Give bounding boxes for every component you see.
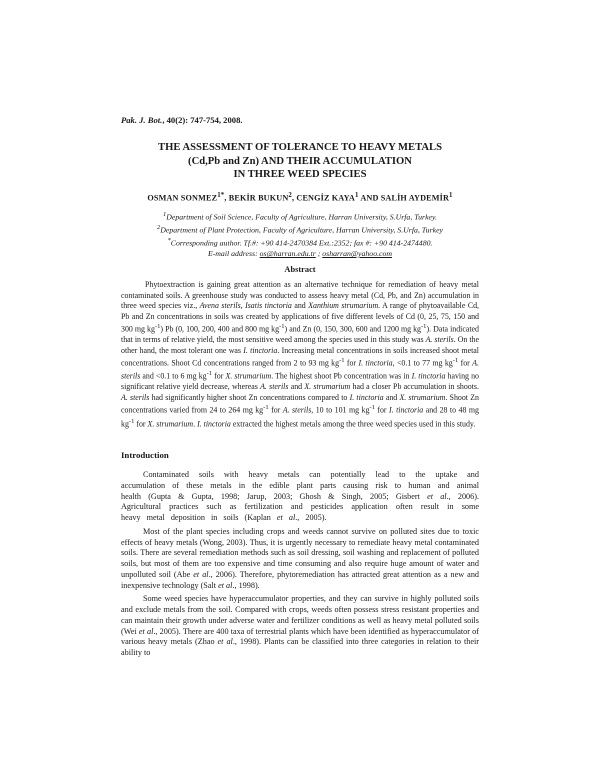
email-separator: ; [317,249,321,258]
introduction-body [121,470,479,662]
corresponding-author-line [100,236,500,249]
email-link[interactable]: osharran@yahoo.com [322,249,393,258]
author-affiliation-mark: 2 [288,192,292,199]
affiliation-line [100,210,500,223]
author-affiliation-mark: 1 [449,192,453,199]
author-affiliation-mark: 1* [217,192,225,199]
email-link[interactable]: os@harran.edu.tr [259,249,316,258]
journal-volume-pages: , 40(2): 747-754, 2008. [162,115,243,125]
journal-citation [121,115,243,125]
author-conjunction: AND [360,193,379,203]
abstract-paragraph: Phytoextraction is gaining great attention as an alternative technique for remediation of heavy metal contaminated soils. A greenhouse study was conducted to assess heavy metal (Cd, Pb, and Zn) accumulation in three weed species viz., Avena sterils, Isatis tinctoria and Xanthium strumarium. A range of phytoavailable Cd, Pb and Zn concentrations in soils was created by applications of five different levels of Cd (0, 25, 75, 150 and 300 mg $kg^{-1}$) Pb (0, 100, 200, 400 and 800 mg $kg^{-1}$) and Zn (0, 150, 300, 600 and 1200 mg $kg^{-1}$). Data indicated that in terms of relative yield, the most sensitive weed among the species used in this study was A. sterils. On the other hand, the most tolerant one was I. tinctoria. Increasing metal concentrations in soils increased shoot metal concentrations. Shoot Cd concentrations ranged from 2 to 93 mg $kg^{-1}$ for I. tinctoria, <0.1 to 77 mg $kg^{-1}$ for A. sterils and <0.1 to 6 mg $kg^{-1}$ for X. strumarium. The highest shoot Pb concentration was in I. tinctoria having no significant relative yield decrease, whereas A. sterils and X. strumarium had a closer Pb accumulation in shoots. A. sterils had significantly higher shoot Zn concentrations compared to I. tinctoria and X. strumarium. Shoot Zn concentrations varied from 24 to 264 mg $kg^{-1}$ for A. sterils, 10 to 101 mg $kg^{-1}$ for I. tinctoria and 28 to 48 mg $kg^{-1}$ for X. strumarium. I. tinctoria extracted the highest metals among the three weed species used in this study. [121,280,480,429]
title-line-3: IN THREE WEED SPECIES [233,169,367,181]
affiliation-text: Department of Soil Science, Faculty of Agriculture, Harran University, S.Urfa, Turkey. [166,212,437,222]
paper-title [100,141,500,182]
affiliation-mark: 2 [157,224,161,231]
corresponding-author-text: Corresponding author. Tf.#: +90 414-2470384 Ext.:2352; fax #: +90 414-2474480. [170,238,433,248]
affiliation-line [100,223,500,236]
author-list: OSMAN $SONMEZ^{1*}$, BEKİR BUKUN$^2$, CENGİZ KAYA$^1$ AND SALİH AYDEMİR$^1$ [147,192,453,203]
body-paragraph: Some weed species have hyperaccumulator properties, and they can survive in highly polluted soils and exclude metals from the soil. Compared with crops, weeds often possess stress resistant properties and can maintain their growth under adverse water and fertilizer conditions as well as heavy metal polluted soils (Wei et al., 2005). There are 400 taxa of terrestrial plants which have been identified as hyperaccumulator of various heavy metals (Zhao et al., 1998). Plants can be classified into three categories in relation to their ability to [121,594,480,657]
title-line-1: THE ASSESSMENT OF TOLERANCE TO HEAVY METALS [158,142,442,153]
author-name: OSMAN SONMEZ [147,193,218,203]
introduction-heading: Introduction [121,450,169,460]
abstract-heading: Abstract [284,265,316,274]
abstract-body [121,280,479,430]
body-paragraph: Most of the plant species including crops and weeds cannot survive on polluted sites due to toxic effects of heavy metals (Wong, 2003). Thus, it is urgently necessary to remediate heavy metal contaminated soils. There are several remediation methods such as soil dressing, soil washing and replacement of polluted soils, but most of them are too expensive and time consuming and also require huge amount of water and unpolluted soil (Abe et al., 2006). Therefore, phytoremediation has attracted great attention as a new and inexpensive technology (Salt et al., 1998). [121,526,480,590]
affiliation-text: Department of Plant Protection, Faculty of Agriculture, Harran University, S.Urfa, Turkey [160,225,443,235]
author-name: BEKİR BUKUN [228,193,289,203]
author-affiliation-mark: 1 [354,192,359,199]
affiliation-mark: * [167,237,171,244]
title-line-2: (Cd,Pb and Zn) AND THEIR ACCUMULATION [188,155,412,167]
journal-name: Pak. J. Bot. [121,115,163,125]
body-paragraph: Contaminated soils with heavy metals can potentially lead to the uptake and accumulation of these metals in the edible plant parts causing risk to human and animal health (Gupta & Gupta, 1998; Jarup, 2003; Ghosh & Singh, 2005; Gisbert et al., 2006). Agricultural practices such as fertilization and pesticides application often result in some heavy metal deposition in soils (Kaplan et al., 2005). [121,470,480,522]
email-label: E-mail address: [207,249,258,258]
author-name: SALİH AYDEMİR [380,193,450,203]
affiliations [100,210,500,259]
email-line [100,249,500,259]
affiliation-mark: 1 [163,211,167,218]
author-name: CENGİZ KAYA [296,193,355,203]
